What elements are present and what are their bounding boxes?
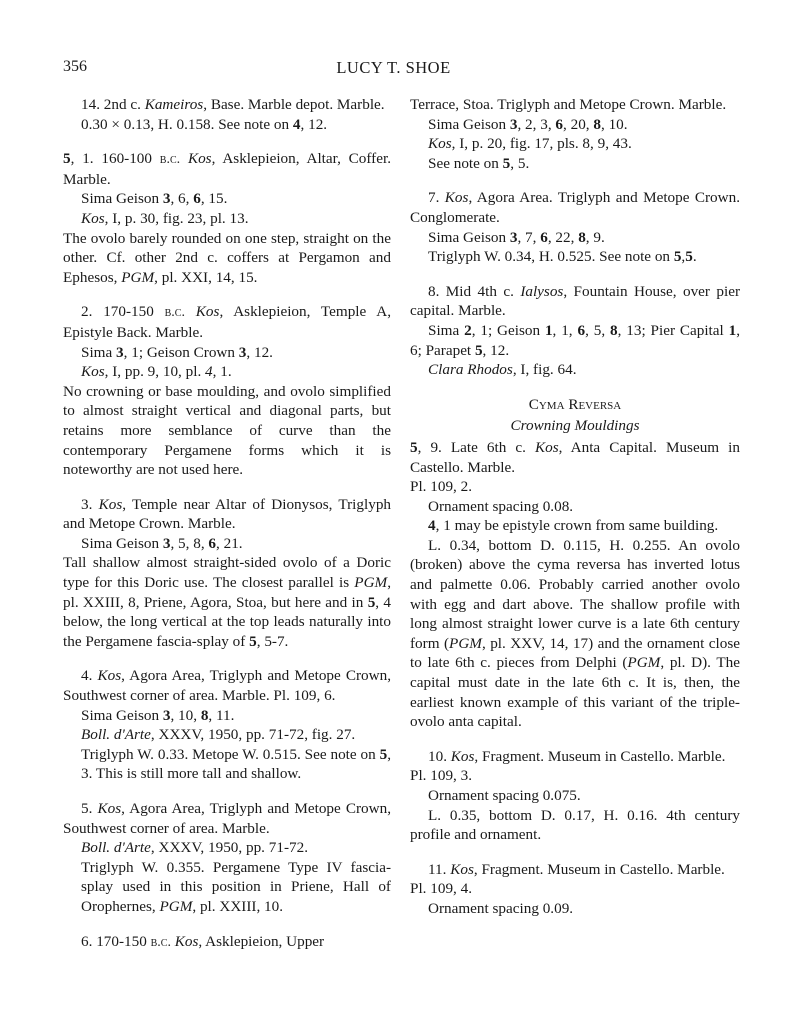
entry-heading-continued: Terrace, Stoa. Triglyph and Metope Crown. Marble. xyxy=(410,96,727,113)
right-column xyxy=(410,95,740,934)
entry-5-6 xyxy=(63,932,391,953)
entry-heading: 10. Kos, Fragment. Museum in Castello. Marble. xyxy=(428,747,726,765)
entry-heading: 11. Kos, Fragment. Museum in Castello. Marble. xyxy=(428,860,725,878)
entry-heading: 5. Kos, Agora Area, Triglyph and Metope Crown, Southwest corner of area. Marble. xyxy=(63,800,392,837)
left-column xyxy=(63,95,391,967)
entry-reference: Clara Rhodos, I, fig. 64. xyxy=(428,361,577,379)
entry-profile: Sima Geison 3, 5, 8, 6, 21. xyxy=(81,534,243,552)
entry-heading: 7. Kos, Agora Area. Triglyph and Metope Crown. Conglomerate. xyxy=(410,189,741,226)
page-header xyxy=(0,58,787,82)
entry-note: L. 0.34, bottom D. 0.115, H. 0.255. An ovolo (broken) above the cyma reversa has inverted lotus and palmette 0.06. Probably carried another ovolo with egg and dart above. The shallow profile with long almost straight lower curve is a late 6th century form (PGM, pl. XXV, 14, 17) and the ornament close to late 6th c. pieces from Delphi (PGM, pl. D). The capital must date in the late 6th c. It is, then, the earliest known example of this variant of the triple-ovolo anta capital. xyxy=(410,536,740,731)
entry-4-14 xyxy=(63,95,391,134)
entry-note: See note on 5, 5. xyxy=(428,154,530,172)
entry-ornament: Ornament spacing 0.09. xyxy=(428,899,574,917)
entry-note: No crowning or base moulding, and ovolo simplified to almost straight vertical and diagonal parts, but retains more semblance of curve than the contemporary Pergamene forms which it is noteworthy are not used here. xyxy=(63,382,391,479)
entry-reference: Boll. d'Arte, XXXV, 1950, pp. 71-72, fig. 27. xyxy=(81,726,356,744)
entry-5-7 xyxy=(410,188,740,266)
entry-note: The ovolo barely rounded on one step, straight on the other. Cf. other 2nd c. coffers at Pergamon and Ephesos, PGM, pl. XXI, 14, 15. xyxy=(63,229,391,286)
entry-plate: Pl. 109, 3. xyxy=(410,767,473,785)
entry-measure: Triglyph W. 0.33. Metope W. 0.515. See note on 5, 3. This is still more tall and shallow. xyxy=(81,745,391,783)
entry-5-1 xyxy=(63,149,391,287)
entry-heading: 8. Mid 4th c. Ialysos, Fountain House, over pier capital. Marble. xyxy=(410,282,740,320)
entry-5-8 xyxy=(410,282,740,380)
section-title: Cyma Reversa xyxy=(528,395,622,413)
entry-heading: 5, 1. 160-100 b.c. Kos, Asklepieion, Altar, Coffer. Marble. xyxy=(63,150,391,188)
entry-5-11 xyxy=(410,860,740,919)
entry-profile: Sima Geison 3, 7, 6, 22, 8, 9. xyxy=(428,228,605,246)
entry-plate: Pl. 109, 2. xyxy=(410,478,473,496)
entry-profile: Sima 2, 1; Geison 1, 1, 6, 5, 8, 13; Pier Capital 1, 6; Parapet 5, 12. xyxy=(410,321,740,359)
entry-5-5 xyxy=(63,799,391,917)
entry-heading: 14. 2nd c. Kameiros, Base. Marble depot. Marble. xyxy=(81,96,385,113)
running-head: LUCY T. SHOE xyxy=(336,58,451,77)
entry-heading: 6. 170-150 b.c. Kos, Asklepieion, Upper xyxy=(81,932,325,950)
entry-profile: Sima Geison 3, 2, 3, 6, 20, 8, 10. xyxy=(428,115,628,133)
entry-note: Tall shallow almost straight-sided ovolo of a Doric type for this Doric use. The closest parallel is PGM, pl. XXIII, 8, Priene, Agora, Stoa, but here and in 5, 4 below, the long vertical at the top leads naturally into the Pergamene fascia-splay of 5, 5-7. xyxy=(63,554,392,650)
entry-reference: Kos, I, p. 20, fig. 17, pls. 8, 9, 43. xyxy=(428,135,632,153)
entry-measure: L. 0.35, bottom D. 0.17, H. 0.16. 4th century profile and ornament. xyxy=(410,806,740,844)
subsection-title: Crowning Mouldings xyxy=(510,417,640,435)
entry-measure: 0.30 × 0.13, H. 0.158. See note on 4, 12. xyxy=(81,115,328,133)
entry-reference: Kos, I, pp. 9, 10, pl. 4, 1. xyxy=(81,363,232,381)
entry-heading: 2. 170-150 b.c. Kos, Asklepieion, Temple A, Epistyle Back. Marble. xyxy=(63,303,391,341)
entry-reference: Boll. d'Arte, XXXV, 1950, pp. 71-72. xyxy=(81,839,308,857)
entry-5-10 xyxy=(410,747,740,845)
entry-note: Triglyph W. 0.355. Pergamene Type IV fascia-splay used in this position in Priene, Hall of Orophernes, PGM, pl. XXIII, 10. xyxy=(81,858,391,915)
page-number: 356 xyxy=(63,58,87,75)
entry-5-4 xyxy=(63,666,391,784)
entry-heading: 5, 9. Late 6th c. Kos, Anta Capital. Museum in Castello. Marble. xyxy=(410,438,740,476)
entry-plate: Pl. 109, 4. xyxy=(410,880,473,898)
entry-heading: 4. Kos, Agora Area, Triglyph and Metope Crown, Southwest corner of area. Marble. Pl. 109, 6. xyxy=(63,667,392,705)
entry-5-6-continued xyxy=(410,95,740,173)
entry-profile: Sima Geison 3, 10, 8, 11. xyxy=(81,706,235,724)
entry-measure: Triglyph W. 0.34, H. 0.525. See note on 5,5. xyxy=(428,248,697,266)
entry-profile: Sima 3, 1; Geison Crown 3, 12. xyxy=(81,343,273,361)
entry-5-2 xyxy=(63,302,391,479)
entry-heading: 3. Kos, Temple near Altar of Dionysos, Triglyph and Metope Crown. Marble. xyxy=(63,495,392,533)
entry-ornament: Ornament spacing 0.08. xyxy=(428,497,574,515)
entry-reference: Kos, I, p. 30, fig. 23, pl. 13. xyxy=(81,209,249,227)
entry-ornament: Ornament spacing 0.075. xyxy=(428,787,581,804)
entry-cross-reference: 4, 1 may be epistyle crown from same building. xyxy=(428,517,719,535)
entry-5-9 xyxy=(410,438,740,732)
entry-profile: Sima Geison 3, 6, 6, 15. xyxy=(81,190,228,208)
entry-5-3 xyxy=(63,495,391,652)
